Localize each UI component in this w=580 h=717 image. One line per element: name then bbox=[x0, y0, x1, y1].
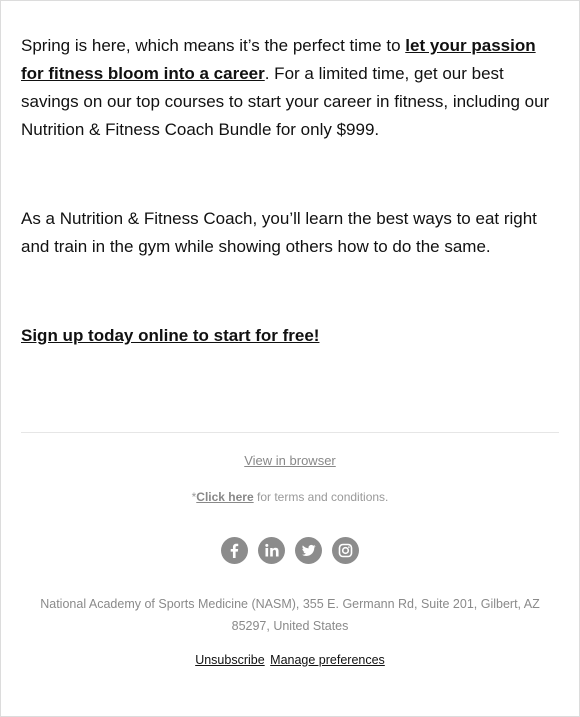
terms-row bbox=[0, 490, 580, 504]
coach-paragraph: As a Nutrition & Fitness Coach, you’ll learn the best ways to eat right and train in the gym while showing others how to do the same. bbox=[21, 209, 537, 256]
terms-click-here-link[interactable]: Click here bbox=[196, 490, 254, 504]
terms-prefix: * bbox=[191, 490, 197, 504]
intro-text-after: . For a limited time, get our best savings on our top courses to start your career in fitness, including our Nutrition & Fitness Coach Bundle for only $999. bbox=[21, 64, 550, 139]
sign-up-link[interactable]: Sign up today online to start for free! bbox=[21, 326, 320, 345]
intro-paragraph bbox=[21, 32, 559, 144]
view-in-browser-link[interactable]: View in browser bbox=[244, 453, 336, 468]
linkedin-icon[interactable] bbox=[258, 537, 285, 564]
twitter-icon[interactable] bbox=[295, 537, 322, 564]
unsubscribe-link[interactable]: Unsubscribe bbox=[195, 653, 265, 667]
manage-preferences-link[interactable]: Manage preferences bbox=[270, 653, 385, 667]
intro-text-before: Spring is here, which means it’s the perfect time to bbox=[21, 36, 406, 55]
cta-paragraph bbox=[21, 322, 559, 350]
passion-career-link[interactable]: let your passion for fitness bloom into a career bbox=[21, 36, 536, 83]
facebook-icon[interactable] bbox=[221, 537, 248, 564]
company-address: National Academy of Sports Medicine (NASM), 355 E. Germann Rd, Suite 201, Gilbert, AZ 85297, United States bbox=[40, 597, 540, 633]
instagram-icon[interactable] bbox=[332, 537, 359, 564]
terms-suffix: for terms and conditions. bbox=[253, 490, 389, 504]
view-in-browser-row bbox=[0, 453, 580, 468]
subscription-links-row bbox=[0, 653, 580, 667]
footer-divider bbox=[21, 432, 559, 433]
social-icons-row bbox=[0, 537, 580, 565]
